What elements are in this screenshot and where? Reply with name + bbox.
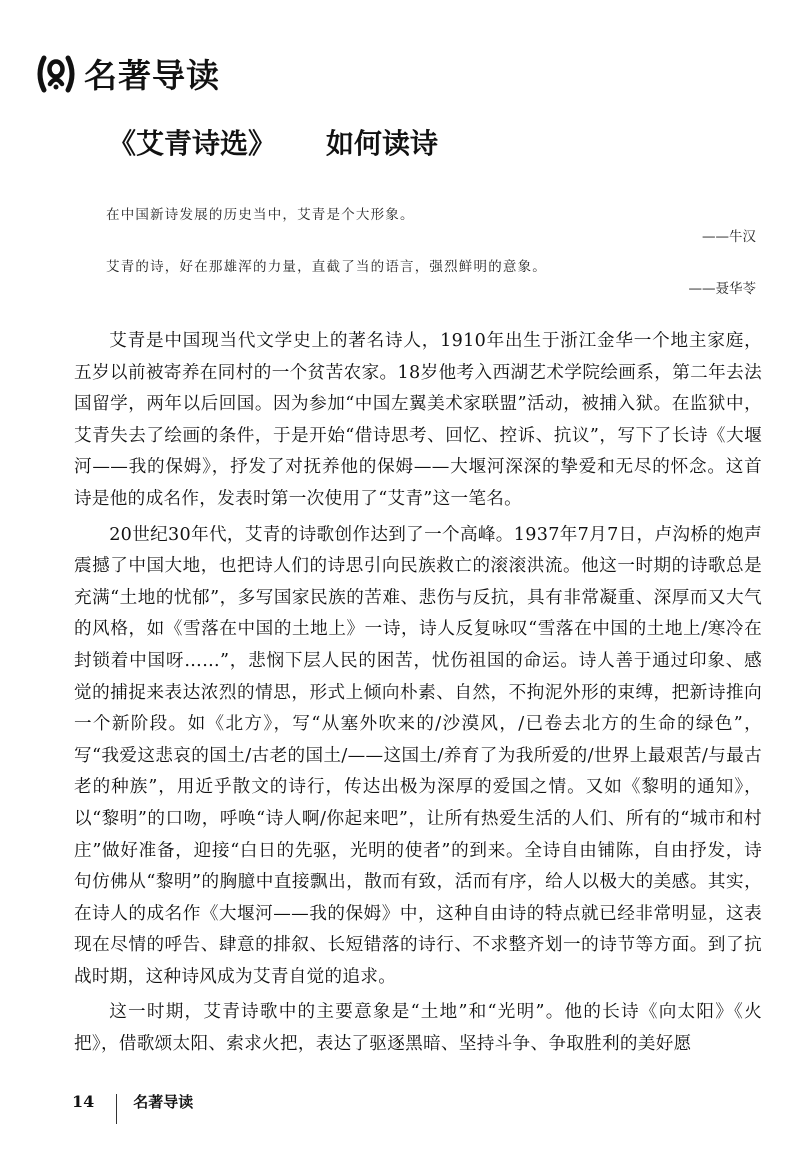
footer-section-label: 名著导读	[133, 1092, 194, 1111]
epigraph-text: 在中国新诗发展的历史当中，艾青是个大形象。	[106, 207, 415, 223]
section-title: 名著导读	[84, 56, 220, 95]
footer-divider	[116, 1094, 117, 1124]
chapter-subtitle: 如何读诗	[326, 127, 439, 160]
section-header	[34, 50, 220, 97]
paragraph: 这一时期，艾青诗歌中的主要意象是“土地”和“光明”。他的长诗《向太阳》《火把》，借歌颂太阳、索求火把，表达了驱逐黑暗、坚持斗争、争取胜利的美好愿	[74, 1002, 762, 1055]
epigraph-source: ——牛汉	[702, 229, 756, 245]
article-body	[74, 326, 762, 1061]
epigraphs	[106, 204, 756, 308]
epigraph-source: ——聂华苓	[688, 281, 756, 297]
chapter-title	[108, 122, 438, 162]
epigraph-text: 艾青的诗，好在那雄浑的力量，直截了当的语言，强烈鲜明的意象。	[106, 259, 547, 275]
paragraph: 艾青是中国现当代文学史上的著名诗人，1910年出生于浙江金华一个地主家庭，五岁以前被寄养在同村的一个贫苦农家。18岁他考入西湖艺术学院绘画系，第二年去法国留学，两年以后回国。因为参加“中国左翼美术家联盟”活动，被捕入狱。在监狱中，艾青失去了绘画的条件，于是开始“借诗思考、回忆、控诉、抗议”，写下了长诗《大堰河——我的保姆》，抒发了对抚养他的保姆——大堰河深深的挚爱和无尽的怀念。这首诗是他的成名作，发表时第一次使用了“艾青”这一笔名。	[74, 331, 762, 509]
page-footer	[72, 1086, 193, 1116]
reading-logo-icon	[34, 54, 78, 94]
book-title: 《艾青诗选》	[108, 127, 277, 160]
paragraph: 20世纪30年代，艾青的诗歌创作达到了一个高峰。1937年7月7日，卢沟桥的炮声震撼了中国大地，也把诗人们的诗思引向民族救亡的滚滚洪流。他这一时期的诗歌总是充满“土地的忧郁”，多写国家民族的苦难、悲伤与反抗，具有非常凝重、深厚而又大气的风格，如《雪落在中国的土地上》一诗，诗人反复咏叹“雪落在中国的土地上/寒冷在封锁着中国呀……”，悲悯下层人民的困苦，忧伤祖国的命运。诗人善于通过印象、感觉的捕捉来表达浓烈的情思，形式上倾向朴素、自然，不拘泥外形的束缚，把新诗推向一个新阶段。如《北方》，写“从塞外吹来的/沙漠风，/已卷去北方的生命的绿色”，写“我爱这悲哀的国土/古老的国土/——这国土/养育了为我所爱的/世界上最艰苦/与最古老的种族”，用近乎散文的诗行，传达出极为深厚的爱国之情。又如《黎明的通知》，以“黎明”的口吻，呼唤“诗人啊/你起来吧”，让所有热爱生活的人们、所有的“城市和村庄”做好准备，迎接“白日的先驱，光明的使者”的到来。全诗自由铺陈，自由抒发，诗句仿佛从“黎明”的胸臆中直接飘出，散而有致，活而有序，给人以极大的美感。其实，在诗人的成名作《大堰河——我的保姆》中，这种自由诗的特点就已经非常明显，这表现在尽情的呼告、肆意的排叙、长短错落的诗行、不求整齐划一的诗节等方面。到了抗战时期，这种诗风成为艾青自觉的追求。	[74, 524, 762, 987]
page-number: 14	[72, 1091, 95, 1111]
